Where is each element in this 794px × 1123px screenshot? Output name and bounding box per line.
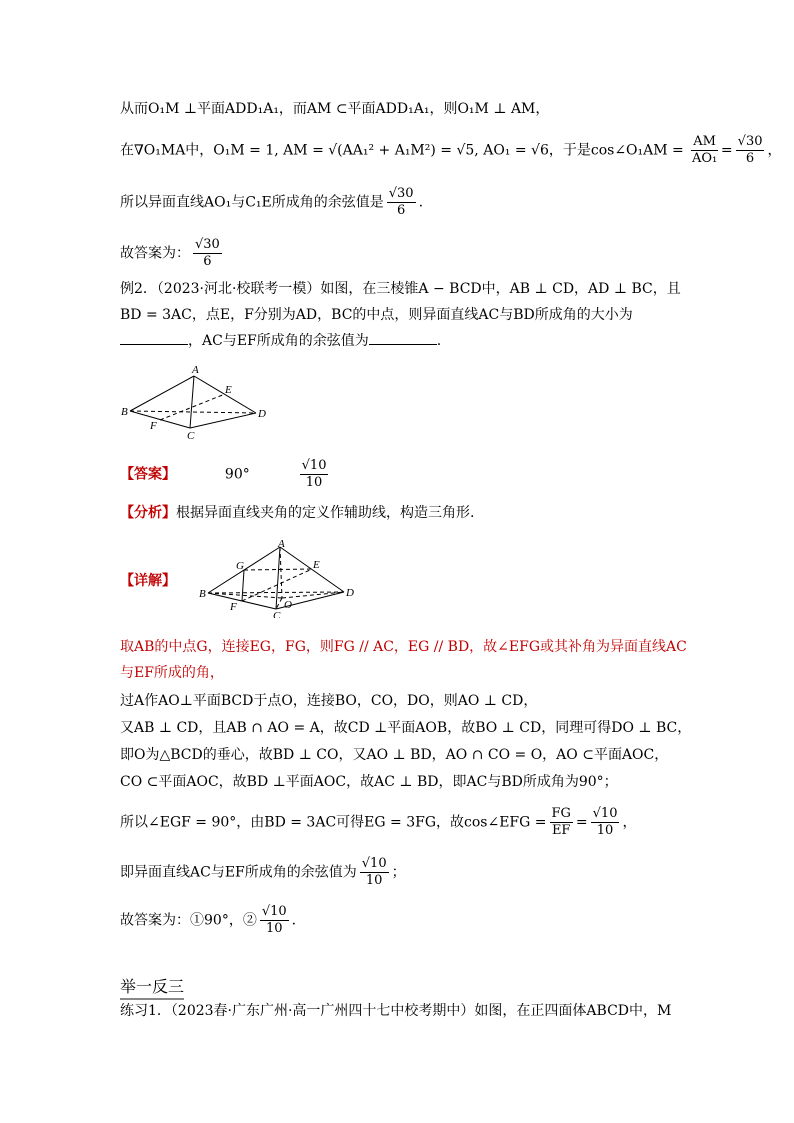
detail-line-9: 故答案为：①90°，② $\frac{√10}{10}$ .: [120, 904, 297, 936]
label-E: E: [225, 384, 232, 396]
fraction: $\frac{√10}{10}$: [592, 806, 618, 838]
detail-line-7: 所以∠EGF = 90°，由BD = 3AC可得EG = 3FG，故cos∠EFG = $\frac{FG}{EF}$ = $\frac{√10}{10}$ ，: [120, 806, 637, 838]
solution-line-3: 所以异面直线AO₁与C₁E所成角的余弦值是 $\frac{√30}{6}$ .: [120, 186, 424, 218]
label-F: F: [230, 601, 237, 613]
label-C: C: [273, 610, 281, 618]
fraction: $\frac{AM}{\text{AO₁}}$: [691, 134, 718, 166]
solution-line-2: 在∇O₁MA中，O₁M = 1, AM = √(AA₁² + A₁M²) = √5, AO₁ = √6，于是cos∠O₁AM = $\frac{AM}{\text{AO₁}}$ = $\frac{√30}{6}$ ，: [120, 134, 782, 166]
detail-line-4: 又AB ⊥ CD，且AB ∩ AO = A，故CD ⊥平面AOB，故BO ⊥ CD，同理可得DO ⊥ BC，: [120, 720, 692, 736]
section-heading: 举一反三: [120, 974, 184, 1000]
fraction: $\frac{√30}{6}$: [737, 134, 763, 166]
detail-line-8: 即异面直线AC与EF所成角的余弦值为 $\frac{√10}{10}$ ；: [120, 856, 406, 888]
label-D: D: [258, 408, 266, 420]
label-D: D: [346, 587, 354, 599]
fraction: $\frac{√10}{10}$: [301, 458, 327, 490]
label-B: B: [199, 588, 206, 600]
label-A: A: [278, 538, 285, 550]
solution-line-1: 从而O₁M ⊥平面ADD₁A₁，而AM ⊂平面ADD₁A₁，则O₁M ⊥ AM，: [120, 101, 550, 117]
label-E: E: [313, 559, 320, 571]
answer-line: 故答案为： $\frac{√30}{6}$: [120, 237, 220, 269]
detail-line-6: CO ⊂平面AOC，故BD ⊥平面AOC，故AC ⊥ BD，即AC与BD所成角为90°；: [120, 774, 618, 790]
pyramid-figure-detailed: [196, 538, 366, 618]
practice-line-1: 练习1．（2023春·广东广州·高一广州四十七中校考期中）如图，在正四面体ABCD中，M: [120, 1003, 672, 1019]
detail-line-2: 与EF所成的角，: [120, 665, 224, 681]
label-O: O: [284, 599, 292, 611]
fraction: $\frac{√30}{6}$: [195, 237, 220, 269]
fraction: $\frac{√10}{10}$: [361, 856, 387, 888]
label-B: B: [121, 406, 128, 418]
fraction: $\frac{FG}{EF}$: [551, 806, 571, 838]
detail-line-5: 即O为△BCD的垂心，故BD ⊥ CO，又AO ⊥ BD，AO ∩ CO = O，AO ⊂平面AOC，: [120, 747, 669, 763]
fraction: $\frac{√30}{6}$: [388, 186, 414, 218]
fraction: $\frac{√10}{10}$: [261, 904, 287, 936]
label-C: C: [187, 430, 195, 442]
label-F: F: [150, 420, 157, 432]
example-line-2: BD = 3AC，点E，F分别为AD，BC的中点，则异面直线AC与BD所成角的大小为: [120, 307, 633, 323]
detail-line-1: 取AB的中点G，连接EG，FG，则FG // AC，EG // BD，故∠EFG或其补角为异面直线AC: [120, 639, 687, 655]
answer-row: 【答案】 90° $\frac{√10}{10}$: [120, 458, 327, 490]
example-line-3: ，AC与EF所成角的余弦值为 .: [120, 330, 441, 352]
analysis-row: 【分析】根据异面直线夹角的定义作辅助线，构造三角形.: [120, 505, 475, 521]
label-A: A: [192, 364, 199, 376]
pyramid-figure: [118, 362, 268, 442]
answer-blank: [369, 332, 437, 345]
detail-tag: 【详解】: [120, 573, 176, 589]
answer-blank: [120, 332, 188, 345]
example-line-1: 例2．（2023·河北·校联考一模）如图，在三棱锥A − BCD中，AB ⊥ CD，AD ⊥ BC，且: [120, 281, 681, 297]
label-G: G: [236, 560, 244, 572]
detail-line-3: 过A作AO⊥平面BCD于点O，连接BO，CO，DO，则AO ⊥ CD，: [120, 693, 538, 709]
